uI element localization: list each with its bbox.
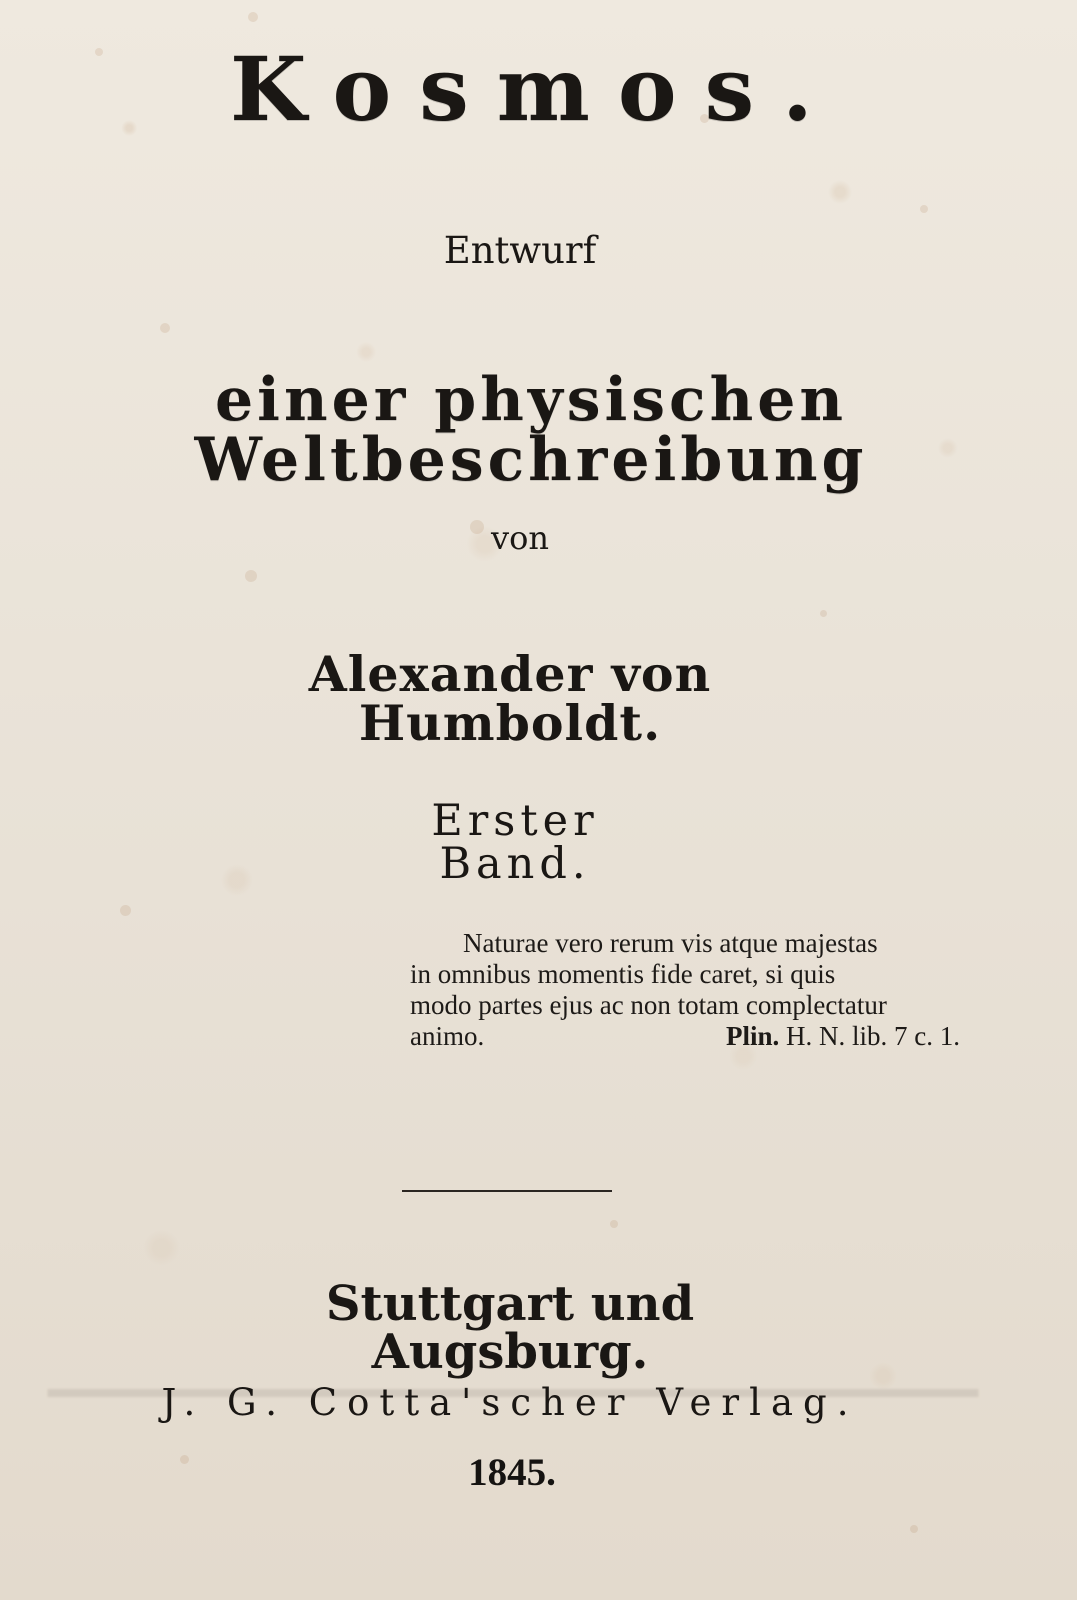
epigraph-line-1: Naturae vero rerum vis atque majestas [463, 928, 878, 958]
book-subtitle: einer physischen Weltbeschreibung [194, 365, 868, 495]
citation-reference: H. N. lib. 7 c. 1. [786, 1021, 960, 1051]
epigraph [410, 928, 992, 1052]
book-title: Kosmos. [230, 37, 841, 141]
epigraph-line-4 [410, 1021, 960, 1052]
epigraph-citation [726, 1021, 960, 1052]
byline: von [491, 519, 549, 557]
author-name: Alexander von Humboldt. [308, 645, 712, 752]
volume-label: Erster Band. [431, 796, 599, 889]
citation-author: Plin. [726, 1021, 780, 1051]
epigraph-line-3: modo partes ejus ac non totam complectatur [410, 990, 887, 1020]
epigraph-line-2: in omnibus momentis fide caret, si quis [410, 959, 836, 989]
publication-year: 1845. [468, 1451, 556, 1494]
title-subheading-entwurf: Entwurf [443, 229, 597, 272]
publisher-name: J. G. Cotta'scher Verlag. [161, 1381, 859, 1424]
epigraph-ending: animo. [410, 1021, 485, 1051]
section-divider [402, 1190, 612, 1192]
publication-place: Stuttgart und Augsburg. [325, 1276, 695, 1380]
